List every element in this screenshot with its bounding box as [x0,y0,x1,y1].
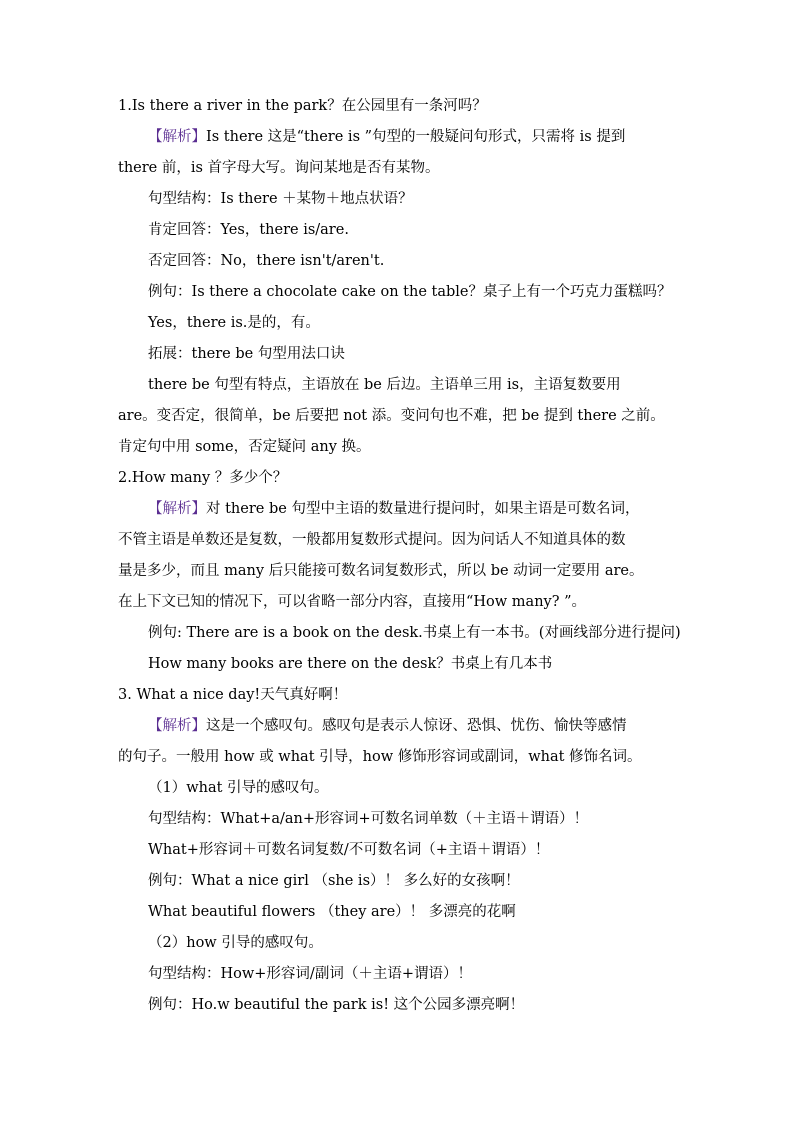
line-text: 例句：Is there a chocolate cake on the table？桌子上有一个巧克力蛋糕吗？ [148,284,672,300]
text-line-25 [148,840,549,860]
text-line-5 [148,220,349,240]
text-line-2 [148,127,625,147]
line-text: there 前，is 首字母大写。询问某地是否有某物。 [118,160,440,176]
line-text: 量是多少，而且 many 后只能接可数名词复数形式，所以 be 动词一定要用 are。 [118,563,644,579]
text-line-4 [148,189,413,209]
text-line-28 [148,933,323,953]
line-text: 3. What a nice day!天气真好啊！ [118,687,348,703]
analysis-tag: 【解析】 [148,501,206,517]
line-text: （1）what 引导的感叹句。 [148,780,329,796]
line-text: 句型结构：How+形容词/副词（＋主语+谓语）！ [148,966,472,982]
line-text: What beautiful flowers （they are）！ 多漂亮的花啊 [148,904,516,920]
line-text: 例句：What a nice girl （she is）！ 多么好的女孩啊！ [148,873,520,889]
text-line-21 [148,716,627,736]
text-line-29 [148,964,472,984]
analysis-tag: 【解析】 [148,718,206,734]
text-line-30 [148,995,524,1015]
line-text: 例句: There are is a book on the desk.书桌上有一本书。(对画线部分进行提问) [148,625,681,641]
text-line-19 [148,654,552,674]
text-line-12 [118,437,371,457]
line-text: 不管主语是单数还是复数，一般都用复数形式提问。因为问话人不知道具体的数 [118,532,626,548]
line-text: 这是一个感叹句。感叹句是表示人惊讶、恐惧、忧伤、愉快等感情 [206,718,627,734]
line-text: 拓展：there be 句型用法口诀 [148,346,345,362]
line-text: Yes，there is.是的，有。 [148,315,320,331]
line-text: （2）how 引导的感叹句。 [148,935,323,951]
text-line-26 [148,871,520,891]
text-line-18 [148,623,681,643]
text-line-20 [118,685,347,705]
line-text: Is there 这是“there is ”句型的一般疑问句形式，只需将 is 提到 [206,129,626,145]
line-text: 肯定回答：Yes，there is/are. [148,222,349,238]
line-text: 在上下文已知的情况下，可以省略一部分内容，直接用“How many? ”。 [118,594,587,610]
text-line-14 [148,499,639,519]
text-line-24 [148,809,588,829]
text-line-27 [148,902,516,922]
text-line-3 [118,158,440,178]
line-text: 否定回答：No，there isn't/aren't. [148,253,385,269]
text-line-7 [148,282,672,302]
text-line-1 [118,96,487,116]
line-text: 句型结构：What+a/an+形容词+可数名词单数（＋主语＋谓语）！ [148,811,589,827]
analysis-tag: 【解析】 [148,129,206,145]
line-text: 的句子。一般用 how 或 what 引导，how 修饰形容词或副词，what 修饰名词。 [118,749,642,765]
text-line-11 [118,406,665,426]
line-text: are。变否定，很简单，be 后要把 not 添。变问句也不难，把 be 提到 there 之前。 [118,408,665,424]
text-line-8 [148,313,320,333]
line-text: How many books are there on the desk？书桌上有几本书 [148,656,553,672]
line-text: 句型结构：Is there ＋某物＋地点状语？ [148,191,413,207]
text-line-16 [118,561,644,581]
text-line-10 [148,375,621,395]
text-line-6 [148,251,384,271]
text-line-9 [148,344,345,364]
line-text: 2.How many ？多少个？ [118,470,288,486]
line-text: 对 there be 句型中主语的数量进行提问时，如果主语是可数名词， [206,501,640,517]
text-line-22 [118,747,642,767]
line-text: What+形容词＋可数名词复数/不可数名词（+主语＋谓语）！ [148,842,550,858]
line-text: 肯定句中用 some，否定疑问 any 换。 [118,439,371,455]
line-text: there be 句型有特点，主语放在 be 后边。主语单三用 is，主语复数要用 [148,377,621,393]
text-line-13 [118,468,287,488]
line-text: 1.Is there a river in the park？在公园里有一条河吗？ [118,98,487,114]
text-line-17 [118,592,586,612]
line-text: 例句：Ho.w beautiful the park is! 这个公园多漂亮啊！ [148,997,525,1013]
text-line-15 [118,530,626,550]
text-line-23 [148,778,329,798]
